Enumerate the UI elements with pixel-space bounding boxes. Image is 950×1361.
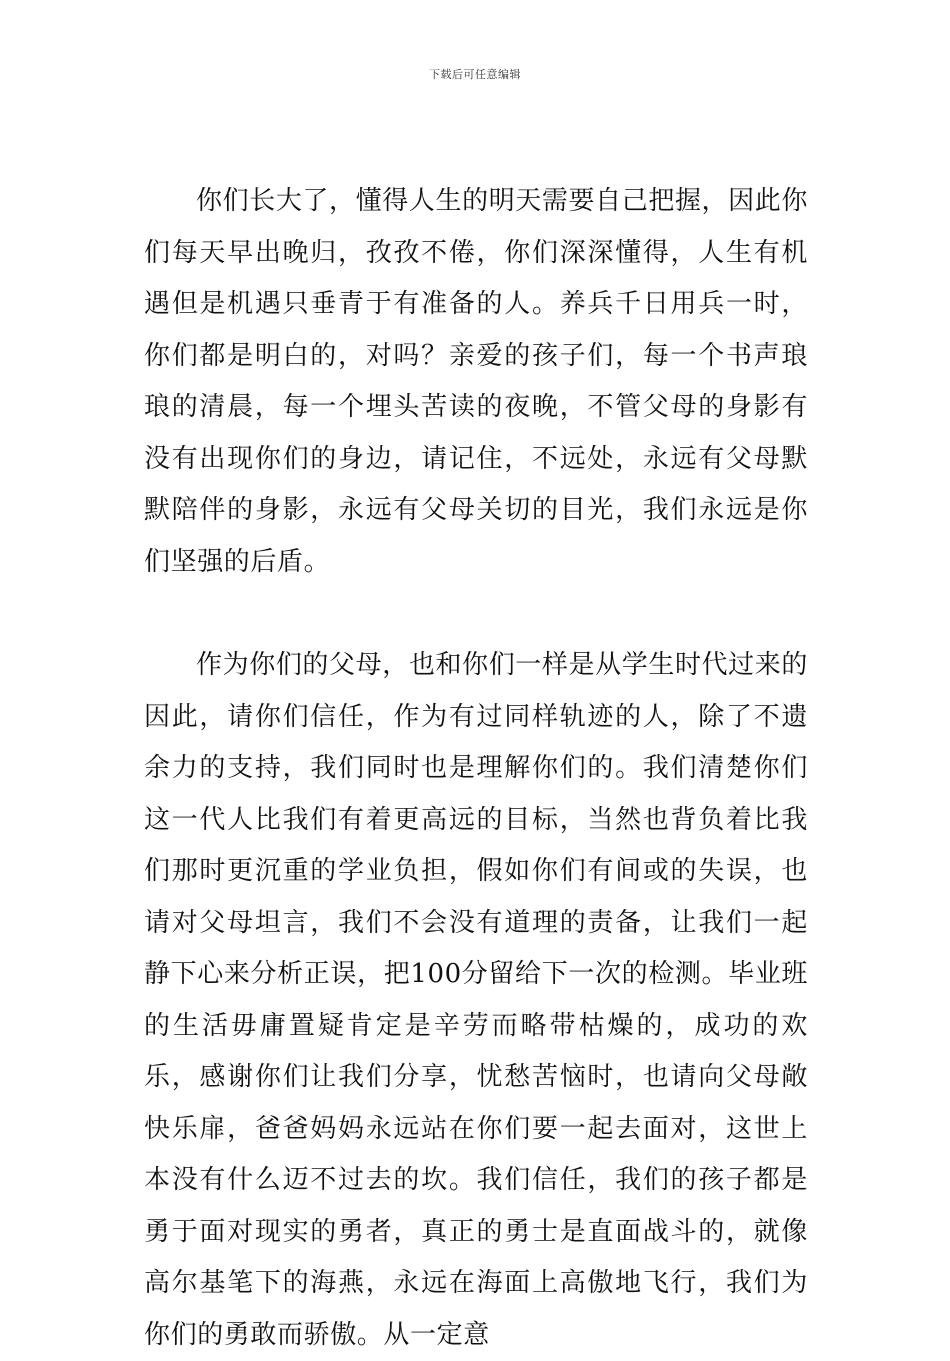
paragraph-1: 你们长大了，懂得人生的明天需要自己把握，因此你们每天早出晚归，孜孜不倦，你们深深懂得，人生有机遇但是机遇只垂青于有准备的人。养兵千日用兵一时，你们都是明白的，对吗？亲爱的孩子们，每一个书声琅琅的清晨，每一个埋头苦读的夜晚，不管父母的身影有没有出现你们的身边，请记住，不远处，永远有父母默默陪伴的身影，永远有父母关切的目光，我们永远是你们坚强的后盾。 [144, 186, 808, 577]
paragraph-2: 作为你们的父母，也和你们一样是从学生时代过来的因此，请你们信任，作为有过同样轨迹的人，除了不遗余力的支持，我们同时也是理解你们的。我们清楚你们这一代人比我们有着更高远的目标，当然也背负着比我们那时更沉重的学业负担，假如你们有间或的失误，也请对父母坦言，我们不会没有道理的责备，让我们一起静下心来分析正误，把100分留给下一次的检测。毕业班的生活毋庸置疑肯定是辛劳而略带枯燥的，成功的欢乐，感谢你们让我们分享，忧愁苦恼时，也请向父母敞快乐扉，爸爸妈妈永远站在你们要一起去面对，这世上本没有什么迈不过去的坎。我们信任，我们的孩子都是勇于面对现实的勇者，真正的勇士是直面战斗的，就像高尔基笔下的海燕，永远在海面上高傲地飞行，我们为你们的勇敢而骄傲。从一定意 [144, 650, 808, 1350]
document-body [144, 176, 808, 1361]
header-note: 下载后可任意编辑 [429, 68, 521, 81]
